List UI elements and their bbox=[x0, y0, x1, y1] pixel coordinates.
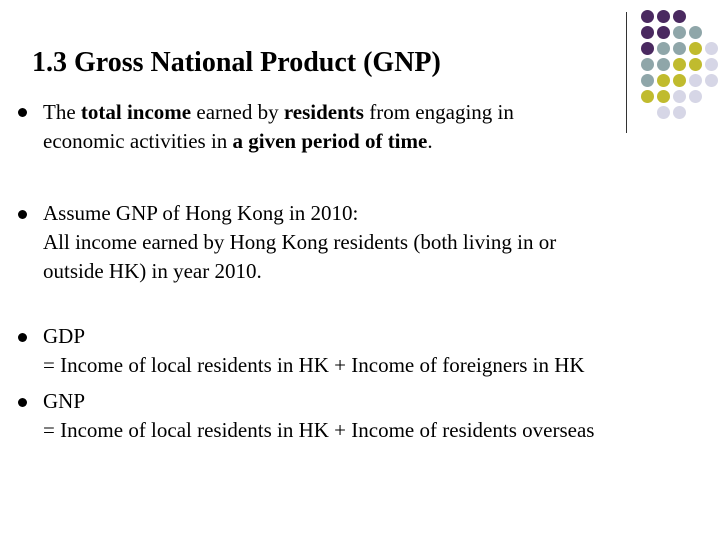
text-segment: earned by bbox=[191, 100, 284, 124]
decor-dot bbox=[705, 74, 718, 87]
bold-segment: total income bbox=[80, 100, 192, 124]
decor-dot bbox=[705, 42, 718, 55]
bullet-line: GDP bbox=[43, 324, 86, 348]
decor-dot bbox=[641, 58, 654, 71]
bullet-line: outside HK) in year 2010. bbox=[43, 259, 262, 283]
decor-dot bbox=[689, 42, 702, 55]
bullet-marker bbox=[18, 398, 27, 407]
decor-dot bbox=[673, 90, 686, 103]
decor-dot bbox=[657, 42, 670, 55]
bullet-line bbox=[43, 127, 514, 156]
bullet-line: GNP bbox=[43, 389, 86, 413]
text-segment: The bbox=[43, 100, 81, 124]
bullet-marker bbox=[18, 108, 27, 117]
decor-dot bbox=[689, 90, 702, 103]
decor-dot bbox=[673, 26, 686, 39]
decor-dot bbox=[689, 58, 702, 71]
decor-dot bbox=[641, 42, 654, 55]
decor-dot bbox=[641, 90, 654, 103]
decor-dot bbox=[689, 74, 702, 87]
bullet-line bbox=[43, 98, 514, 127]
slide-title: 1.3 Gross National Product (GNP) bbox=[32, 47, 441, 78]
bold-segment: a given period of time bbox=[232, 129, 428, 153]
decor-dot bbox=[689, 26, 702, 39]
bullet-marker bbox=[18, 333, 27, 342]
bold-segment: residents bbox=[283, 100, 364, 124]
decor-dot bbox=[657, 74, 670, 87]
bullet-text-income-definition bbox=[43, 98, 514, 156]
decor-dot bbox=[673, 10, 686, 23]
text-segment: economic activities in bbox=[43, 129, 233, 153]
bullet-text-gnp-hk-2010 bbox=[43, 199, 556, 286]
divider-line bbox=[626, 12, 627, 133]
decor-dot bbox=[705, 58, 718, 71]
decor-dot bbox=[673, 74, 686, 87]
bullet-line: All income earned by Hong Kong residents (both living in or bbox=[43, 230, 557, 254]
bullet-text-gdp bbox=[43, 322, 585, 380]
bullet-line: = Income of local residents in HK + Income of foreigners in HK bbox=[43, 353, 585, 377]
decor-dot bbox=[657, 58, 670, 71]
decor-dot bbox=[673, 106, 686, 119]
decor-dot bbox=[673, 42, 686, 55]
decor-dot bbox=[657, 10, 670, 23]
decor-dot bbox=[673, 58, 686, 71]
decorative-dot-grid bbox=[638, 10, 720, 122]
decor-dot bbox=[657, 90, 670, 103]
decor-dot bbox=[641, 74, 654, 87]
bullet-line: = Income of local residents in HK + Income of residents overseas bbox=[43, 418, 595, 442]
bullet-line: Assume GNP of Hong Kong in 2010: bbox=[43, 201, 359, 225]
decor-dot bbox=[641, 10, 654, 23]
bullet-marker bbox=[18, 210, 27, 219]
text-segment: from engaging in bbox=[363, 100, 514, 124]
decor-dot bbox=[641, 26, 654, 39]
text-segment: . bbox=[427, 129, 433, 153]
decor-dot bbox=[657, 106, 670, 119]
bullet-text-gnp bbox=[43, 387, 594, 445]
decor-dot bbox=[657, 26, 670, 39]
